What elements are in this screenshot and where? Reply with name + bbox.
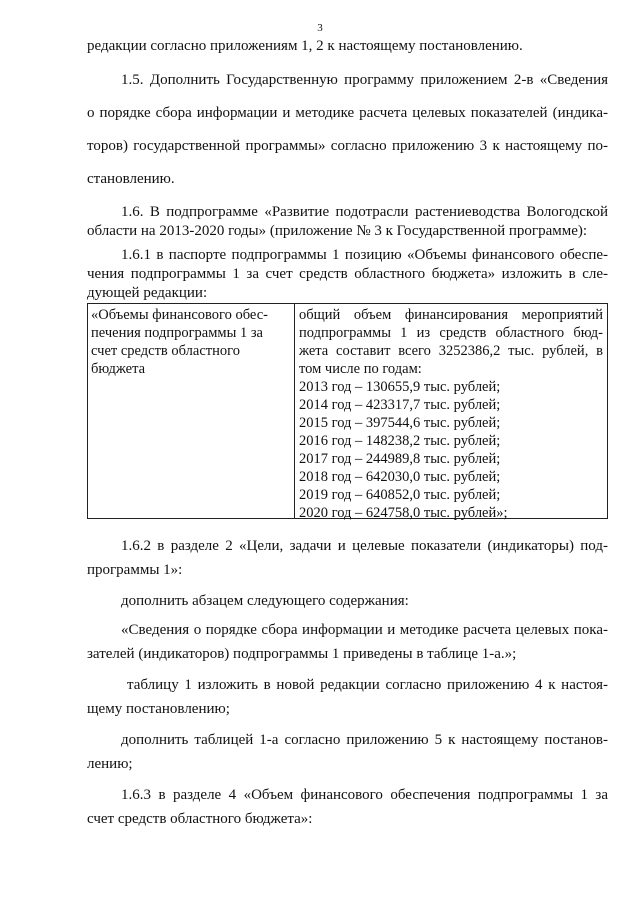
paragraph-line: становлению. xyxy=(87,171,175,187)
table-cell-line: 2014 год – 423317,7 тыс. рублей; xyxy=(299,397,501,413)
paragraph-line: дополнить таблицей 1-а согласно приложению 5 к настоящему постанов- xyxy=(121,732,608,748)
paragraph-line: 1.5. Дополнить Государственную программу приложением 2-в «Сведения xyxy=(121,72,608,88)
paragraph-line: дополнить абзацем следующего содержания: xyxy=(121,593,409,609)
paragraph-line: таблицу 1 изложить в новой редакции согласно приложению 4 к настоя- xyxy=(127,677,608,693)
table-cell-line: 2018 год – 642030,0 тыс. рублей; xyxy=(299,469,501,485)
table-cell-line: 2017 год – 244989,8 тыс. рублей; xyxy=(299,451,501,467)
table-cell-line: 2020 год – 624758,0 тыс. рублей»; xyxy=(299,505,508,521)
table-cell-line: 2013 год – 130655,9 тыс. рублей; xyxy=(299,379,501,395)
page-number: 3 xyxy=(317,22,323,34)
table-cell-line: бюджета xyxy=(91,361,146,377)
table-cell-line: том числе по годам: xyxy=(299,361,422,377)
table-cell-line: жета составит всего 3252386,2 тыс. рублей, в xyxy=(299,343,603,359)
paragraph-line: 1.6. В подпрограмме «Развитие подотрасли растениеводства Вологодской xyxy=(121,204,608,220)
funding-table xyxy=(87,303,608,519)
paragraph-line: счет средств областного бюджета»: xyxy=(87,811,313,827)
table-cell-line: 2015 год – 397544,6 тыс. рублей; xyxy=(299,415,501,431)
table-cell-line: 2019 год – 640852,0 тыс. рублей; xyxy=(299,487,501,503)
paragraph-line: щему постановлению; xyxy=(87,701,230,717)
paragraph-line: области на 2013-2020 годы» (приложение № 3 к Государственной программе): xyxy=(87,223,588,239)
table-cell-line: 2016 год – 148238,2 тыс. рублей; xyxy=(299,433,501,449)
paragraph-line: чения подпрограммы 1 за счет средств областного бюджета» изложить в сле- xyxy=(87,266,608,282)
paragraph-line: о порядке сбора информации и методике расчета целевых показателей (индика- xyxy=(87,105,608,121)
paragraph-line: 1.6.3 в разделе 4 «Объем финансового обеспечения подпрограммы 1 за xyxy=(121,787,608,803)
table-cell-line: общий объем финансирования мероприятий xyxy=(299,307,603,323)
paragraph-line: «Сведения о порядке сбора информации и методике расчета целевых пока- xyxy=(121,622,608,638)
table-cell-position-name xyxy=(88,304,295,518)
table-cell-line: подпрограммы 1 из средств областного бюд- xyxy=(299,325,603,341)
paragraph-line: 1.6.2 в разделе 2 «Цели, задачи и целевые показатели (индикаторы) под- xyxy=(121,538,608,554)
paragraph-line: программы 1»: xyxy=(87,562,183,578)
table-cell-line: счет средств областного xyxy=(91,343,240,359)
paragraph-line: редакции согласно приложениям 1, 2 к настоящему постановлению. xyxy=(87,38,523,54)
table-cell-position-value xyxy=(295,304,607,521)
table-cell-line: «Объемы финансового обес- xyxy=(91,307,268,323)
paragraph-line: дующей редакции: xyxy=(87,285,208,301)
paragraph-line: зателей (индикаторов) подпрограммы 1 приведены в таблице 1-а.»; xyxy=(87,646,517,662)
paragraph-line: торов) государственной программы» согласно приложению 3 к настоящему по- xyxy=(87,138,608,154)
table-cell-line: печения подпрограммы 1 за xyxy=(91,325,263,341)
paragraph-line: лению; xyxy=(87,756,133,772)
paragraph-line: 1.6.1 в паспорте подпрограммы 1 позицию «Объемы финансового обеспе- xyxy=(121,247,608,263)
